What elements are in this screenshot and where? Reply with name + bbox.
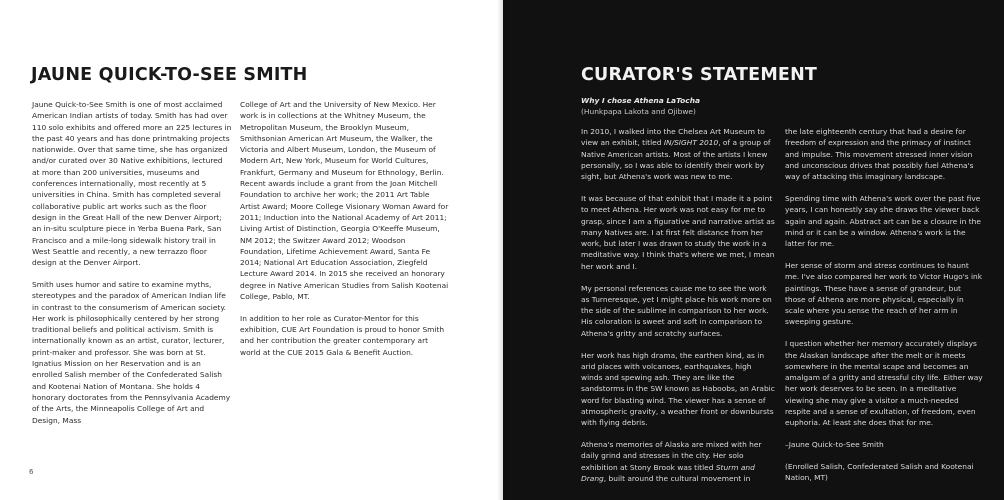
text-run: , built around the cultural movement in <box>603 474 751 484</box>
page-number: 6 <box>29 468 34 476</box>
paragraph: the late eighteenth century that had a desire for freedom of expression and the primacy of instinct and impulse. This movement stressed inner vision and unconscious drives that possibly fuel Athena's way of attacking this imaginary landscape. <box>785 127 974 182</box>
paragraph: Smith uses humor and satire to examine myths, stereotypes and the paradox of American Indian life in contrast to the consumerism of American society. Her work is philosophically centered by her strong traditional beliefs and political activism. Smith is internationally known as an artist, curator, lecturer, print-maker and professor. She was born at St. Ignatius Mission on her Reservation and is an enrolled Salish member of the Confederated Salish and Kootenai Nation of Montana. She holds 4 honorary doctorates from the Pennsylvania Academy of the Arts, the Minneapolis College of Art and Design, Mass <box>32 279 231 425</box>
signature: –Jaune Quick-to-See Smith <box>785 440 884 450</box>
text-run: In 2010, I walked into the Chelsea Art Museum to view an exhibit, titled <box>581 127 765 148</box>
left-column-1 <box>32 99 232 436</box>
left-page-title: JAUNE QUICK-TO-SEE SMITH <box>31 65 308 85</box>
subtitle: Why I chose Athena LaTocha <box>581 96 701 105</box>
text-run: Athena's memories of Alaska are mixed with her daily grind and stresses in the city. Her solo exhibition at Stony Brook was titled <box>581 440 762 472</box>
paragraph: Spending time with Athena's work over the past five years, I can honestly say she draws the viewer back again and again. Abstract art can be a closure in the mind or it can be a window. Athena's work is the latter for me. <box>785 193 981 249</box>
signature-affiliation: (Enrolled Salish, Confederated Salish and Kootenai Nation, MT) <box>785 461 974 483</box>
subtitle-block <box>581 95 881 118</box>
paragraph: It was because of that exhibit that I made it a point to meet Athena. Her work was not easy for me to grasp, since I am a figurative and narrative artist as many Natives are. I at first felt distance from her work, but later I was drawn to study the work in a meditative way. I think that's where we met, I mean her work and I. <box>581 193 775 271</box>
paragraph: Her work has high drama, the earthen kind, as in arid places with volcanoes, earthquakes, high winds and spewing ash. They are like the sandstorms in the SW known as Haboobs, an Arabic word for blasting wind. The viewer has a sense of atmospheric gravity, a weather front or downbursts with flying debris. <box>581 350 775 428</box>
right-page <box>503 0 1004 500</box>
right-page-title: CURATOR'S STATEMENT <box>581 65 818 85</box>
paragraph: My personal references cause me to see the work as Turneresque, yet I might place his work more on the side of the sublime in comparison to her work. His coloration is sweet and soft in comparison to Athena's gritty and scratchy surfaces. <box>581 283 772 338</box>
paragraph: Jaune Quick-to-See Smith is one of most acclaimed American Indian artists of today. Smith has had over 110 solo exhibits and offered more an 225 lectures in the past 40 years and has done printmaking projects nationwide. Over that same time, she has organized and/or curated over 30 Native exhibitions, lectured at more than 200 universities, museums and conferences internationally, most recently at 5 universities in China. Smith has completed several collaborative public art works such as the floor design in the Great Hall of the new Denver Airport; an in-situ sculpture piece in Yerba Buena Park, San Francisco and a mile-long sidewalk history trail in West Seattle and recently, a new terrazzo floor design at the Denver Airport. <box>32 100 232 268</box>
paragraph: I question whether her memory accurately displays the Alaskan landscape after the melt or it meets somewhere in the mental scape and becomes an amalgam of a gritty and stressful city life. Either way her work deserves to be seen. In a meditative viewing she may give a visitor a much-needed respite and a sense of exultation, of freedom, even euphoria. At least she does that for me. <box>785 339 983 428</box>
paragraph: College of Art and the University of New Mexico. Her work is in collections at the Whitney Museum, the Metropolitan Museum, the Brooklyn Museum, Smithsonian American Art Museum, the Walker, the Victoria and Albert Museum, London, the Museum of Modern Art, New York, Museum for World Cultures, Frankfurt, Germany and Museum for Ethnology, Berlin. Recent awards include a grant from the Joan Mitchell Foundation to archive her work; the 2011 Art Table Artist Award; Moore College Visionary Woman Award for 2011; Induction into the National Academy of Art 2011; Living Artist of Distinction, Georgia O'Keeffe Museum, NM 2012; the Switzer Award 2012; Woodson Foundation, Lifetime Achievement Award, Santa Fe 2014; National Art Education Association, Ziegfeld Lecture Award 2014. In 2015 she received an honorary degree in Native American Studies from Salish Kootenai College, Pablo, MT. <box>240 100 449 302</box>
affiliation: (Hunkpapa Lakota and Ojibwe) <box>581 107 696 117</box>
text-run: , of a group of Native American artists. Most of the artists I knew personally, so I was able to identify their work by sight, but Athena's work was new to me. <box>581 138 771 182</box>
paragraph <box>581 439 775 484</box>
paragraph <box>581 126 775 182</box>
book-gutter <box>497 0 507 500</box>
right-column-1 <box>581 126 775 495</box>
right-column-2 <box>785 126 983 494</box>
exhibit-title: IN/SIGHT 2010 <box>663 138 719 148</box>
left-column-2 <box>240 99 450 369</box>
exhibit-title: Sturm and Drang <box>581 462 755 484</box>
paragraph: Her sense of storm and stress continues to haunt me. I've also compared her work to Victor Hugo's ink paintings. These have a sense of grandeur, but those of Athena are more physical, especially in scale where you sense the reach of her arm in sweeping gesture. <box>785 260 983 327</box>
paragraph: In addition to her role as Curator-Mentor for this exhibition, CUE Art Foundation is proud to honor Smith and her contribution the greater contemporary art world at the CUE 2015 Gala & Benefit Auction. <box>240 313 445 357</box>
